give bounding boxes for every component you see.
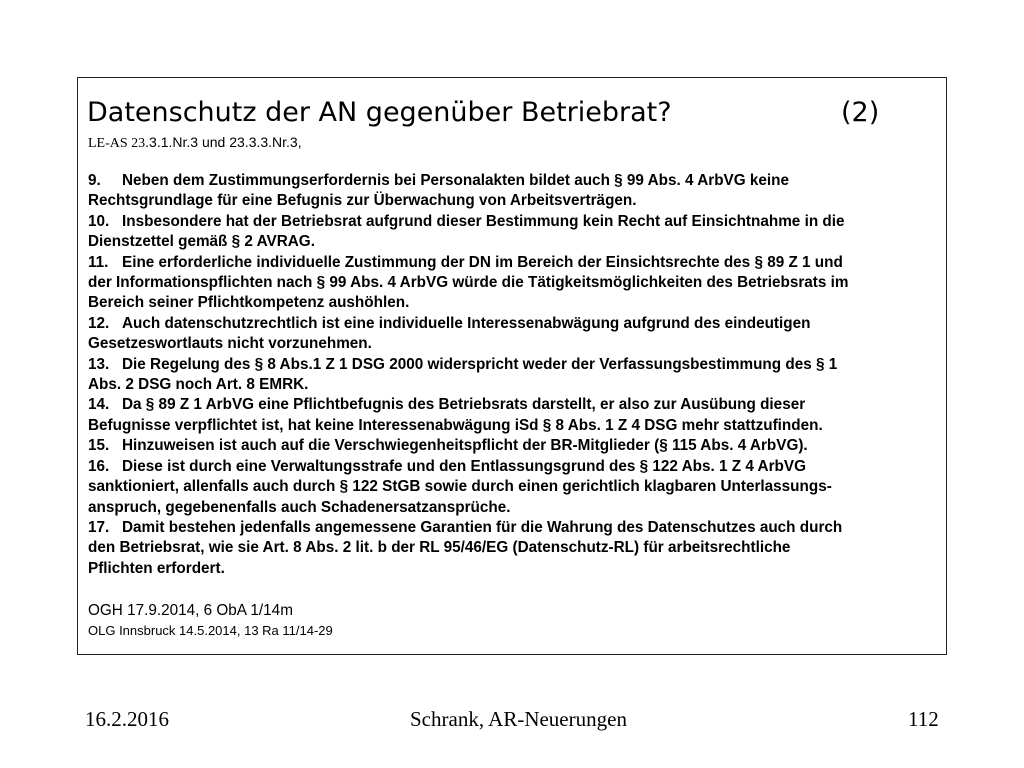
- footer-page-number: 112: [908, 707, 939, 731]
- paragraph-11: [88, 253, 948, 314]
- paragraph-number: 10.: [88, 212, 110, 230]
- paragraph-line: Neben dem Zustimmungserfordernis bei Personalakten bildet auch § 99 Abs. 4 ArbVG keine: [122, 172, 790, 189]
- paragraph-line: sanktioniert, allenfalls auch durch § 122 StGB sowie durch einen gerichtlich klagbaren Unterlassungs-: [88, 478, 832, 496]
- paragraph-line: Befugnisse verpflichtet ist, hat keine Interessenabwägung iSd § 8 Abs. 1 Z 4 DSG mehr stattzufinden.: [88, 416, 823, 434]
- slide-title: Datenschutz der AN gegenüber Betriebrat?: [87, 97, 672, 128]
- paragraph-list: [88, 171, 948, 579]
- paragraph-line: Auch datenschutzrechtlich ist eine individuelle Interessenabwägung aufgrund des eindeutigen: [122, 314, 811, 332]
- reference-rest: .3.1.Nr.3 und 23.3.3.Nr.3,: [145, 134, 302, 150]
- slide-title-number: (2): [841, 97, 880, 128]
- paragraph-10: [88, 212, 948, 253]
- paragraph-number: 11.: [88, 253, 109, 271]
- reference-prefix: LE-AS 23: [88, 136, 146, 151]
- paragraph-number: 9.: [88, 172, 101, 189]
- slide-title-line: [87, 95, 887, 135]
- paragraph-line: Pflichten erfordert.: [88, 559, 225, 577]
- footer-author: Schrank, AR-Neuerungen: [410, 707, 627, 731]
- paragraph-12: [88, 314, 948, 355]
- citation-primary: OGH 17.9.2014, 6 ObA 1/14m: [88, 602, 293, 619]
- paragraph-line: Abs. 2 DSG noch Art. 8 EMRK.: [88, 376, 309, 394]
- paragraph-14: [88, 395, 948, 436]
- paragraph-line: Insbesondere hat der Betriebsrat aufgrund dieser Bestimmung kein Recht auf Einsichtnahme in die: [122, 212, 845, 230]
- paragraph-line: Bereich seiner Pflichtkompetenz aushöhlen.: [88, 294, 410, 312]
- citation-secondary: OLG Innsbruck 14.5.2014, 13 Ra 11/14-29: [88, 623, 333, 638]
- paragraph-line: Damit bestehen jedenfalls angemessene Garantien für die Wahrung des Datenschutzes auch durch: [122, 518, 843, 536]
- paragraph-line: anspruch, gegebenenfalls auch Schadenersatzansprüche.: [88, 498, 511, 516]
- paragraph-number: 13.: [88, 355, 110, 373]
- paragraph-13: [88, 355, 948, 396]
- paragraph-number: 17.: [88, 518, 110, 536]
- paragraph-line: Die Regelung des § 8 Abs.1 Z 1 DSG 2000 widerspricht weder der Verfassungsbestimmung des § 1: [122, 355, 838, 373]
- paragraph-17: [88, 518, 948, 579]
- paragraph-line: Rechtsgrundlage für eine Befugnis zur Überwachung von Arbeitsverträgen.: [88, 192, 637, 210]
- paragraph-line: Dienstzettel gemäß § 2 AVRAG.: [88, 233, 315, 251]
- paragraph-16: [88, 457, 948, 518]
- paragraph-number: 12.: [88, 314, 110, 332]
- paragraph-number: 15.: [88, 437, 110, 455]
- paragraph-line: den Betriebsrat, wie sie Art. 8 Abs. 2 lit. b der RL 95/46/EG (Datenschutz-RL) für arbeitsrechtliche: [88, 539, 791, 557]
- paragraph-9: [88, 171, 948, 212]
- paragraph-line: Eine erforderliche individuelle Zustimmung der DN im Bereich der Einsichtsrechte des § 89 Z 1 und: [122, 253, 843, 271]
- paragraph-line: Diese ist durch eine Verwaltungsstrafe und den Entlassungsgrund des § 122 Abs. 1 Z 4 ArbVG: [122, 457, 807, 475]
- paragraph-15: [88, 436, 948, 456]
- paragraph-line: Da § 89 Z 1 ArbVG eine Pflichtbefugnis des Betriebsrats darstellt, er also zur Ausübung dieser: [122, 396, 806, 414]
- paragraph-line: Hinzuweisen ist auch auf die Verschwiegenheitspflicht der BR-Mitglieder (§ 115 Abs. 4 ArbVG).: [122, 437, 808, 455]
- paragraph-number: 14.: [88, 396, 110, 414]
- paragraph-line: Gesetzeswortlauts nicht vorzunehmen.: [88, 335, 372, 353]
- paragraph-line: der Informationspflichten nach § 99 Abs. 4 ArbVG würde die Tätigkeitsmöglichkeiten des Betriebsrats im: [88, 274, 849, 292]
- reference-line: [88, 133, 302, 153]
- paragraph-number: 16.: [88, 457, 110, 475]
- footer-date: 16.2.2016: [85, 707, 169, 731]
